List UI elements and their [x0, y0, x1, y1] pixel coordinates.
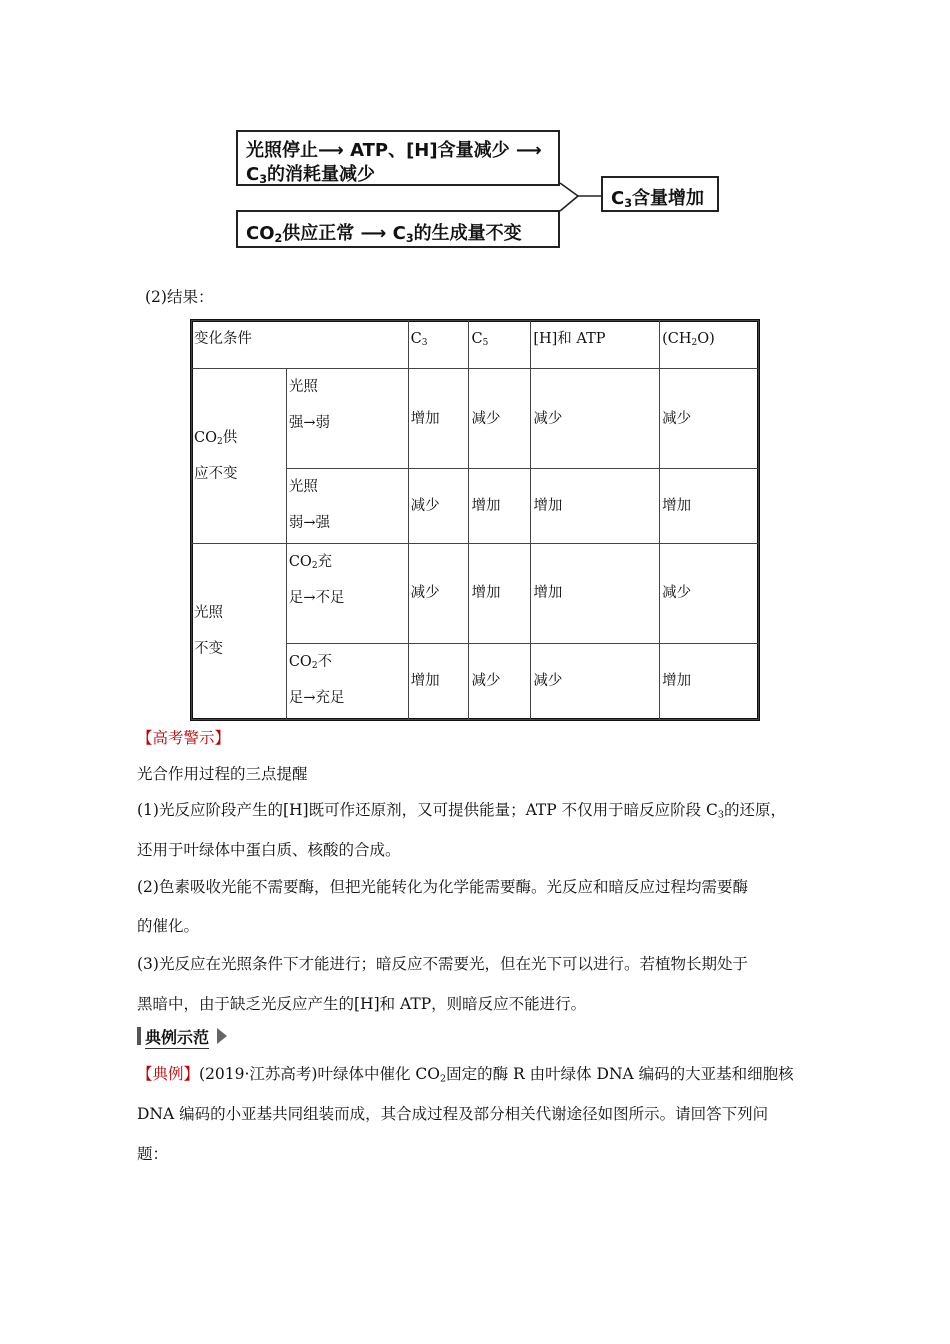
header-c3: $C_3$: [408, 321, 469, 369]
cell-c5: 增加: [469, 543, 531, 643]
cell-c5: 减少: [469, 643, 531, 719]
cell-h-atp: 减少: [531, 643, 660, 719]
cell-c3: 减少: [408, 543, 469, 643]
result-table: [191, 320, 759, 720]
cell-c3: 增加: [408, 643, 469, 719]
warning-point-2b: 的催化。: [137, 917, 200, 935]
result-label: (2)结果：: [145, 288, 214, 306]
header-ch2o: $(CH_2O)$: [660, 321, 759, 369]
box2-line: $CO_2$供应正常 ⟶ $C_3$的生成量不变: [246, 223, 522, 245]
warning-point-3a: (3)光反应在光照条件下才能进行；暗反应不需要光，但在光下可以进行。若植物长期处于: [137, 955, 748, 973]
cell-c5: 增加: [469, 469, 531, 543]
table-row: [192, 369, 759, 469]
result-line: $C_3$含量增加: [611, 188, 704, 210]
group-co2-constant: $CO_2$供 应不变: [192, 369, 287, 543]
box1-line1: 光照停止⟶ ATP、[H]含量减少 ⟶: [246, 140, 542, 161]
cell-ch2o: 减少: [660, 369, 759, 469]
row-condition: 光照 强→弱: [286, 369, 408, 469]
cell-h-atp: 增加: [531, 543, 660, 643]
cell-c5: 减少: [469, 369, 531, 469]
heading-bar-icon: [137, 1027, 141, 1045]
example-line-2: DNA 编码的小亚基共同组装而成，其合成过程及部分相关代谢途径如图所示。请回答下列问: [137, 1105, 769, 1123]
cell-ch2o: 增加: [660, 643, 759, 719]
table-header-row: [192, 321, 759, 369]
header-c5: $C_5$: [469, 321, 531, 369]
row-condition: $CO_2$充 足→不足: [286, 543, 408, 643]
box1-line2: $C_3$的消耗量减少: [246, 164, 375, 186]
warning-point-1a: (1)光反应阶段产生的[H]既可作还原剂，又可提供能量；ATP 不仅用于暗反应阶段 $C_3$的还原，: [137, 801, 787, 821]
group-light-constant: 光照 不变: [192, 543, 287, 719]
header-condition: 变化条件: [192, 321, 409, 369]
cell-h-atp: 增加: [531, 469, 660, 543]
cell-c3: 减少: [408, 469, 469, 543]
header-h-atp: [H]和 ATP: [531, 321, 660, 369]
table-row: [192, 543, 759, 643]
warning-tag: 【高考警示】: [137, 729, 231, 747]
cell-c3: 增加: [408, 369, 469, 469]
cell-ch2o: 减少: [660, 543, 759, 643]
heading-arrow-icon: [217, 1028, 227, 1044]
row-condition: $CO_2$不 足→充足: [286, 643, 408, 719]
warning-point-3b: 黑暗中，由于缺乏光反应产生的[H]和 ATP，则暗反应不能进行。: [137, 995, 587, 1013]
example-line-1: 【典例】(2019·江苏高考)叶绿体中催化 $CO_2$固定的酶 R 由叶绿体 DNA 编码的大亚基和细胞核: [137, 1065, 794, 1085]
cell-ch2o: 增加: [660, 469, 759, 543]
warning-point-2a: (2)色素吸收光能不需要酶，但把光能转化为化学能需要酶。光反应和暗反应过程均需要酶: [137, 878, 748, 896]
row-condition: 光照 弱→强: [286, 469, 408, 543]
cell-h-atp: 减少: [531, 369, 660, 469]
example-line-3: 题：: [137, 1145, 169, 1163]
warning-point-1b: 还用于叶绿体中蛋白质、核酸的合成。: [137, 841, 401, 859]
warning-title: 光合作用过程的三点提醒: [137, 765, 308, 783]
